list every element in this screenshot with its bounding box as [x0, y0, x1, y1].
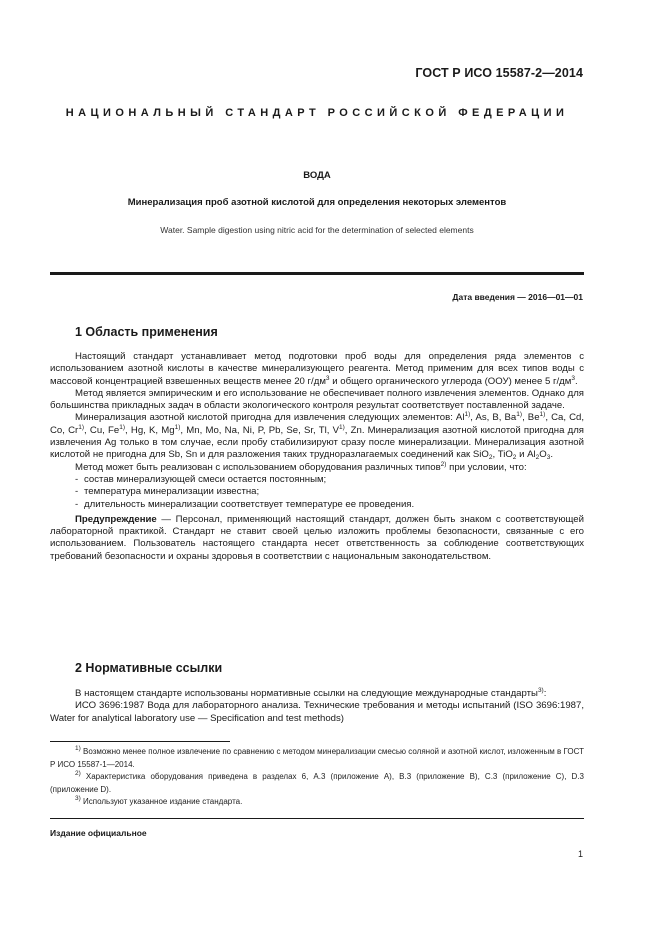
- edition-divider: [50, 818, 584, 819]
- footnote-divider: [50, 741, 230, 742]
- section-2-heading: 2 Нормативные ссылки: [75, 661, 223, 675]
- reference-entry: ИСО 3696:1987 Вода для лабораторного анализа. Технические требования и методы испытаний (ISO 3696:1987, Water for analytical laboratory use — Specification and test methods): [50, 700, 584, 724]
- section-1-heading: 1 Область применения: [75, 325, 218, 339]
- footnote: $^{1)}$ Возможно менее полное извлечение по сравнению с методом минерализации смесью соляной и азотной кислот, изложенным в ГОСТ Р ИСО 15587-1—2014.: [50, 745, 584, 769]
- title-divider: [50, 272, 584, 275]
- section-2-body: [50, 688, 584, 725]
- standard-number: ГОСТ Р ИСО 15587-2—2014: [415, 66, 583, 80]
- paragraph: В настоящем стандарте использованы нормативные ссылки на следующие международные стандарты$^{3)}$:: [75, 687, 547, 699]
- effective-date: Дата введения — 2016—01—01: [452, 292, 583, 302]
- list-item: - температура минерализации известна;: [50, 486, 584, 498]
- official-edition-label: Издание официальное: [50, 828, 147, 838]
- list-item: - состав минерализующей смеси остается постоянным;: [50, 474, 584, 486]
- paragraph: Минерализация азотной кислотой пригодна для извлечения следующих элементов: Al$^{1)}$, As, B, Ba$^{1)}$, Be$^{1)}$, Ca, Cd, Co, Cr$^{1)}$, Cu, Fe$^{1)}$, Hg, K, Mg$^{1)}$, Mn, Mo, Na, Ni, P, Pb, Se, Sr, Tl, $V^{1)}$, Zn. Минерализация азотной кислотой пригодна для извлечения Ag только в том случае, если пробу стабилизируют сразу после минерализации. Минерализация азотной кислотой не пригодна для Sb, Sn и для разложения таких трудноразлагаемых соединений как SiO$_2$, TiO$_2$ и $Al_2O_3$.: [50, 411, 585, 462]
- national-standard-banner: НАЦИОНАЛЬНЫЙ СТАНДАРТ РОССИЙСКОЙ ФЕДЕРАЦИИ: [65, 107, 569, 119]
- conditions-list: [50, 474, 584, 511]
- footnotes: [50, 746, 584, 809]
- page-number: 1: [577, 849, 583, 859]
- paragraph: Метод является эмпирическим и его использование не обеспечивает полного извлечения элементов. Однако для большинства прикладных задач в области экологического контроля результат соответствует поставленной задаче.: [50, 387, 584, 412]
- footnote: $^{3)}$ Используют указанное издание стандарта.: [75, 795, 243, 806]
- english-title: Water. Sample digestion using nitric acid for the determination of selected elements: [160, 225, 474, 235]
- section-1-body: [50, 351, 584, 563]
- paragraph: Настоящий стандарт устанавливает метод подготовки проб воды для определения ряда элементов с использованием азотной кислоты в качестве минерализующего реагента. Метод применим для всех типов воды с массовой концентрацией взвешенных веществ менее 20 $г/дм^3$ и общего органического углерода (ООУ) менее 5 $г/дм^3$.: [50, 351, 584, 387]
- warning-paragraph: Предупреждение — Персонал, применяющий настоящий стандарт, должен быть знаком с соответствующей лабораторной практикой. Стандарт не ставит своей целью изложить проблемы безопасности, связанные с его использованием. Пользователь настоящего стандарта несет ответственность за соблюдение соответствующих требований безопасности и охраны здоровья в соответствии с национальным законодательством.: [50, 513, 584, 562]
- footnote: $^{2)}$ Характеристика оборудования приведена в разделах 6, А.3 (приложение А), В.3 (приложение В), С.3 (приложение С), D.3 (приложение D).: [50, 770, 584, 794]
- document-title: ВОДА: [303, 170, 331, 181]
- paragraph: Метод может быть реализован с использованием оборудования различных типов$^{2)}$ при условии, что:: [75, 460, 527, 473]
- warning-label: Предупреждение: [75, 513, 157, 525]
- document-subtitle: Минерализация проб азотной кислотой для определения некоторых элементов: [127, 197, 507, 208]
- list-item: - длительность минерализации соответствует температуре ее проведения.: [50, 499, 584, 511]
